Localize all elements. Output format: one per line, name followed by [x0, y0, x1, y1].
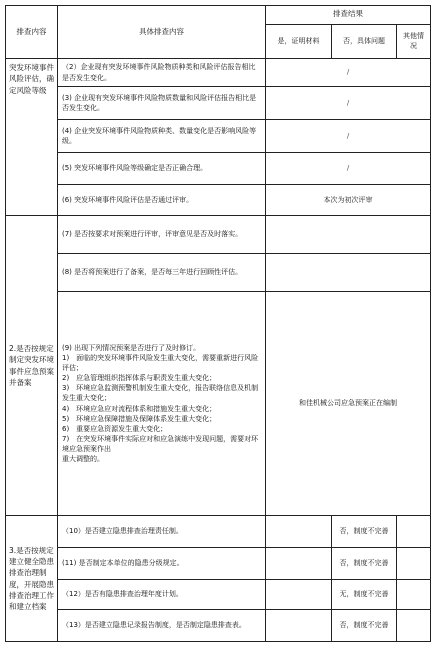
item-9-line: 6) 重要应急资源发生重大变化；: [62, 424, 168, 433]
result-13-no: 否，制度不完善: [332, 610, 397, 642]
item-9-line: 重大调整的。: [62, 455, 104, 464]
result-3: /: [266, 87, 431, 120]
item-13: （13）是否建立隐患记录报告制度，是否制定隐患排查表。: [58, 610, 266, 642]
result-5: /: [266, 153, 431, 185]
result-12-no: 无，制度不完善: [332, 580, 397, 610]
item-9-line: (9) 出现下列情况预案是否进行了及时修订。: [62, 343, 201, 352]
result-7: [266, 216, 431, 254]
item-5: (5) 突发环境事件风险等级确定是否正确合理。: [58, 153, 266, 185]
item-3: (3) 企业现有突发环境事件风险物质数量和风险评估报告相比是否发生变化。: [58, 87, 266, 120]
item-9: [58, 292, 266, 516]
header-yes: 是，证明材料: [266, 24, 332, 58]
result-8: [266, 254, 431, 292]
result-10-yes: [266, 516, 332, 548]
item-9-line: 4) 环境应急应对流程体系和措施发生重大变化；: [62, 404, 217, 413]
result-13-yes: [266, 610, 332, 642]
result-10-other: [397, 516, 431, 548]
section-3-category: 3.是否按规定建立健全隐患排查治理制度，开展隐患排查治理工作和建立档案: [6, 516, 58, 642]
result-12-yes: [266, 580, 332, 610]
result-11-other: [397, 548, 431, 580]
item-10: （10）是否建立隐患排查治理责任制。: [58, 516, 266, 548]
result-6: 本次为初次评审: [266, 185, 431, 216]
item-9-line: 3) 环境应急监测预警机制发生重大变化，报告联络信息及机制发生重大变化；: [62, 384, 259, 403]
result-12-other: [397, 580, 431, 610]
result-11-no: 否，制度不完善: [332, 548, 397, 580]
item-6: (6) 突发环境事件风险评估是否通过评审。: [58, 185, 266, 216]
inspection-table: [5, 5, 431, 642]
result-11-yes: [266, 548, 332, 580]
item-2: （2）企业现有突发环境事件风险物质种类和风险评估报告相比是否发生变化。: [58, 59, 266, 87]
header-category: 排查内容: [6, 6, 58, 59]
item-9-line: 5) 环境应急保障措施及保障体系发生重大变化；: [62, 414, 217, 423]
result-10-no: 否，制度不完善: [332, 516, 397, 548]
result-4: /: [266, 120, 431, 153]
item-9-line: 1) 面临的突发环境事件风险发生重大变化，需要重新进行风险评估；: [62, 353, 259, 372]
item-7: (7) 是否按要求对预案进行评审，评审意见是否及时落实。: [58, 216, 266, 254]
header-other: 其他情况: [397, 24, 431, 58]
item-4: (4) 企业突发环境事件风险物质种类、数量变化是否影响风险等级。: [58, 120, 266, 153]
item-9-line: 2) 应急管理组织指挥体系与职责发生重大变化；: [62, 374, 217, 383]
section-2-category: 2.是否按规定制定突发环境事件应急预案并备案: [6, 216, 58, 516]
item-8: (8) 是否将预案进行了备案，是否每三年进行回顾性评估。: [58, 254, 266, 292]
item-12: （12）是否有隐患排查治理年度计划。: [58, 580, 266, 610]
section-1-category: 突发环境事件风险评估，确定风险等级: [6, 59, 58, 216]
item-9-line: 7) 在突发环境事件实际应对和应急演练中发现问题，需要对环境应急预案作出: [62, 434, 259, 454]
result-9: 和佳机械公司应急预案正在编制: [266, 292, 431, 516]
header-no: 否，具体问题: [332, 24, 397, 58]
result-13-other: [397, 610, 431, 642]
result-2: /: [266, 59, 431, 87]
header-detail: 具体排查内容: [58, 6, 266, 59]
item-11: (11) 是否制定本单位的隐患分级规定。: [58, 548, 266, 580]
header-result: 排查结果: [266, 6, 431, 25]
